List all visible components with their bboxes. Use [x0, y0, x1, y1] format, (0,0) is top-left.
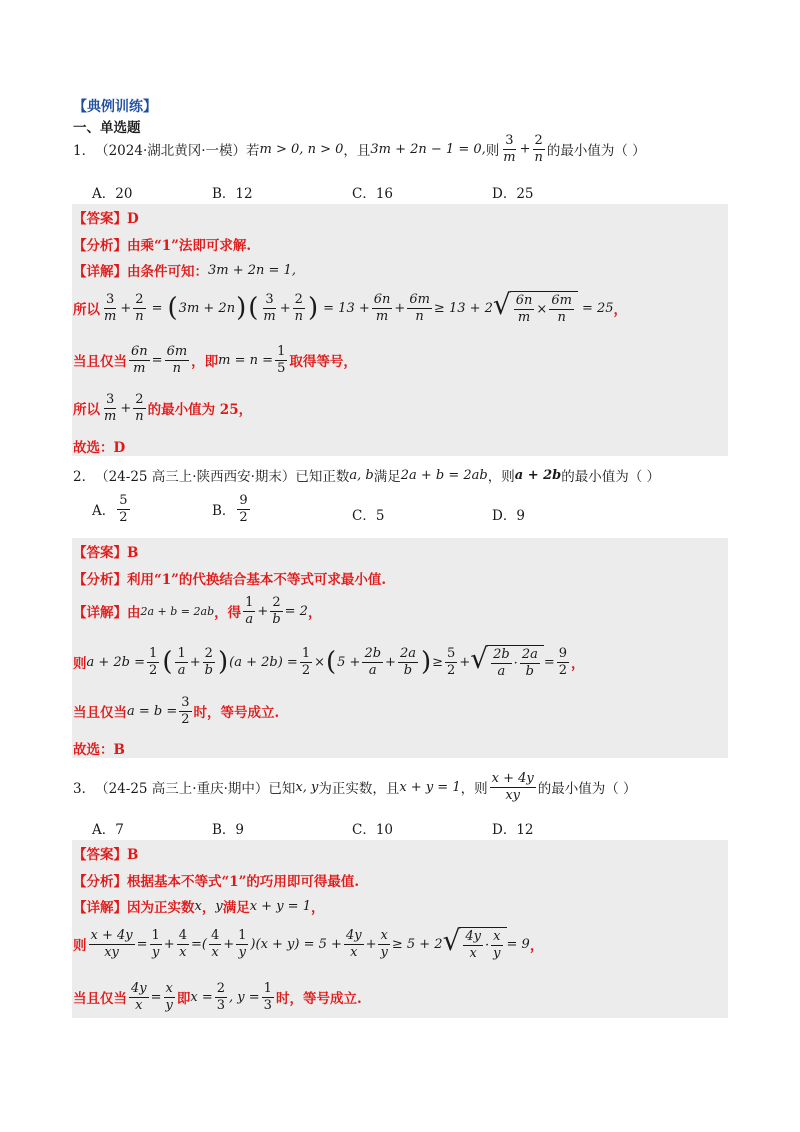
- q2-option-b[interactable]: B． $\frac{9}{2}$: [212, 493, 248, 525]
- q3-detail-mid: 满足: [222, 900, 250, 916]
- q1-option-b[interactable]: B．12: [212, 186, 253, 202]
- q1-text-and: ，且: [343, 143, 371, 159]
- q3-detail: 【详解】因为正实数 x ， y 满足 x + y = 1 ，: [73, 896, 324, 916]
- q1-choose: 故选：D: [73, 440, 126, 456]
- q3-detail-equation: x + y = 1: [249, 898, 311, 914]
- q1-text-min: 的最小值为（ ）: [546, 143, 646, 159]
- q3-answer: 【答案】B: [73, 847, 139, 863]
- q3-source: （24-25 高三上·重庆·期中）已知: [95, 781, 296, 797]
- q3-when-label: 当且仅当: [73, 991, 127, 1007]
- q2-when-end: 时，等号成立.: [193, 705, 280, 721]
- q2-detail: 【详解】由 2a + b = 2ab ，得 $\frac{1}{a}$ + $\frac{2}{b}$ = 2 ，: [73, 594, 322, 627]
- q1-target-expression: $\frac{3}{m}$ + $\frac{2}{n}$: [503, 132, 543, 165]
- q3-option-c[interactable]: C．10: [352, 822, 394, 838]
- q3-option-d[interactable]: D．12: [492, 822, 534, 838]
- q3-text-min: 的最小值为（ ）: [537, 781, 637, 797]
- q2-number: 2．: [73, 469, 96, 485]
- q1-ie-label: ，即: [191, 354, 219, 370]
- q1-min-text: 的最小值为 25，: [147, 402, 253, 418]
- q3-vars: x, y: [295, 779, 319, 795]
- q2-detail-label: 【详解】由: [73, 605, 141, 621]
- q1-option-a[interactable]: A．20: [92, 186, 133, 202]
- q1-when-label: 当且仅当: [73, 354, 127, 370]
- q3-detail-label: 【详解】因为正实数: [73, 900, 195, 916]
- q2-vars: a, b: [349, 467, 374, 483]
- q2-choose: 故选：B: [73, 742, 125, 758]
- q1-detail-label: 【详解】由条件可知：: [73, 264, 208, 280]
- q1-equality-condition: 当且仅当 $\frac{6n}{m}$ = $\frac{6m}{n}$ ，即 m = n = $\frac{1}{5}$ 取得等号，: [73, 343, 357, 376]
- q1-analysis: 【分析】由乘“1”法即可求解.: [73, 238, 252, 254]
- q1-detail: [73, 260, 296, 280]
- question-3: [73, 768, 637, 806]
- q1-so-label: 所以: [73, 302, 100, 318]
- q2-then-label: 则: [73, 656, 87, 672]
- q1-source: （2024·湖北黄冈·一模）若: [95, 143, 260, 159]
- q1-derivation: 所以 $\frac{3}{m}$ + $\frac{2}{n}$ = ( 3m + 2n ) ( $\frac{3}{m}$ + $\frac{2}{n}$ ) = 13 + $\frac{6n}{m}$ + $\frac{6m}{n}$ ≥ 13 + 2 √ $\frac{6n}{m}$ × $\frac{6m}{n}$ = 25 ，: [73, 288, 628, 325]
- q1-number: 1．: [73, 143, 96, 159]
- q3-when-end: 时，等号成立.: [275, 991, 362, 1007]
- q2-source: （24-25 高三上·陕西西安·期末）已知正数: [95, 469, 350, 485]
- section-title: 【典例训练】: [73, 99, 157, 115]
- q3-text-positive: 为正实数，且: [318, 781, 400, 797]
- q1-minimum: 所以 $\frac{3}{m}$ + $\frac{2}{n}$ 的最小值为 25，: [73, 391, 253, 424]
- q3-number: 3．: [73, 781, 96, 797]
- question-1: [73, 130, 646, 168]
- q2-derivation-math: a + 2b = $\frac{1}{2}$ ( $\frac{1}{a}$ + $\frac{2}{b}$ ) (a + 2b) = $\frac{1}{2}$ × ( 5 + $\frac{2b}{a}$ + $\frac{2a}{b}$ ) ≥ $\frac{5}{2}$ + √ $\frac{2b}{a}$ · $\frac{2a}{b}$ = $\frac{9}{2}$: [86, 642, 568, 679]
- q1-derivation-math: $\frac{3}{m}$ + $\frac{2}{n}$ = ( 3m + 2n ) ( $\frac{3}{m}$ + $\frac{2}{n}$ ) = 13 + $\frac{6n}{m}$ + $\frac{6m}{n}$ ≥ 13 + 2 √ $\frac{6n}{m}$ × $\frac{6m}{n}$ = 25: [104, 288, 614, 325]
- q2-text-satisfy: 满足: [373, 469, 401, 485]
- question-2: [73, 464, 660, 486]
- subsection-title: 一、单选题: [73, 120, 141, 136]
- q3-then-label: 则: [73, 938, 87, 954]
- q2-when-label: 当且仅当: [73, 705, 127, 721]
- q3-option-a[interactable]: A．7: [92, 822, 124, 838]
- q1-take-equality: 取得等号，: [289, 354, 357, 370]
- q2-option-d[interactable]: D．9: [492, 508, 525, 524]
- q2-option-c[interactable]: C．5: [352, 508, 385, 524]
- q1-option-d[interactable]: D．25: [492, 186, 534, 202]
- q3-derivation-math: $\frac{x + 4y}{xy}$ = $\frac{1}{y}$ + $\frac{4}{x}$ =( $\frac{4}{x}$ + $\frac{1}{y}$ )(x + y) = 5 + $\frac{4y}{x}$ + $\frac{x}{y}$ ≥ 5 + 2 √ $\frac{4y}{x}$ · $\frac{x}{y}$ = 9: [90, 924, 530, 961]
- q1-condition-positive: m > 0, n > 0: [259, 141, 344, 157]
- q1-answer: 【答案】D: [73, 211, 139, 227]
- q3-text-then: ，则: [460, 781, 488, 797]
- q2-analysis: 【分析】利用“1”的代换结合基本不等式可求最小值.: [73, 572, 387, 588]
- q2-get-label: ，得: [214, 605, 242, 621]
- q3-target-expression: $\frac{x + 4y}{xy}$: [491, 770, 534, 803]
- q3-ie-label: 即: [176, 991, 191, 1007]
- q3-condition: x + y = 1: [399, 779, 461, 795]
- q1-option-c[interactable]: C．16: [352, 186, 394, 202]
- q2-option-a[interactable]: A． $\frac{5}{2}$: [92, 493, 128, 525]
- q3-analysis: 【分析】根据基本不等式“1”的巧用即可得最值.: [73, 874, 360, 890]
- q2-condition: 2a + b = 2ab: [400, 467, 488, 483]
- q2-target-expression: a + 2b: [514, 467, 562, 483]
- q3-derivation: 则 $\frac{x + 4y}{xy}$ = $\frac{1}{y}$ + $\frac{4}{x}$ =( $\frac{4}{x}$ + $\frac{1}{y}$ )(x + y) = 5 + $\frac{4y}{x}$ + $\frac{x}{y}$ ≥ 5 + 2 √ $\frac{4y}{x}$ · $\frac{x}{y}$ = 9 ，: [73, 924, 544, 961]
- q2-derivation: 则 a + 2b = $\frac{1}{2}$ ( $\frac{1}{a}$ + $\frac{2}{b}$ ) (a + 2b) = $\frac{1}{2}$ × ( 5 + $\frac{2b}{a}$ + $\frac{2a}{b}$ ) ≥ $\frac{5}{2}$ + √ $\frac{2b}{a}$ · $\frac{2a}{b}$ = $\frac{9}{2}$ ，: [73, 642, 585, 679]
- q2-text-min: 的最小值为（ ）: [561, 469, 661, 485]
- q3-equality-condition: 当且仅当 $\frac{4y}{x}$ = $\frac{x}{y}$ 即 x = $\frac{2}{3}$ , y = $\frac{1}{3}$ 时，等号成立.: [73, 980, 362, 1013]
- q1-result: = 25: [581, 300, 614, 316]
- q3-option-b[interactable]: B．9: [212, 822, 245, 838]
- q2-text-then: ，则: [487, 469, 515, 485]
- q2-detail-equation: 2a + b = 2ab: [140, 604, 215, 618]
- q1-text-then: 则: [485, 143, 500, 159]
- q2-equality-condition: 当且仅当 a = b = $\frac{3}{2}$ 时，等号成立.: [73, 694, 280, 727]
- q1-condition-linear: 3m + 2n − 1 = 0,: [370, 141, 486, 157]
- q1-detail-equation: 3m + 2n = 1,: [208, 262, 296, 278]
- q2-answer: 【答案】B: [73, 545, 139, 561]
